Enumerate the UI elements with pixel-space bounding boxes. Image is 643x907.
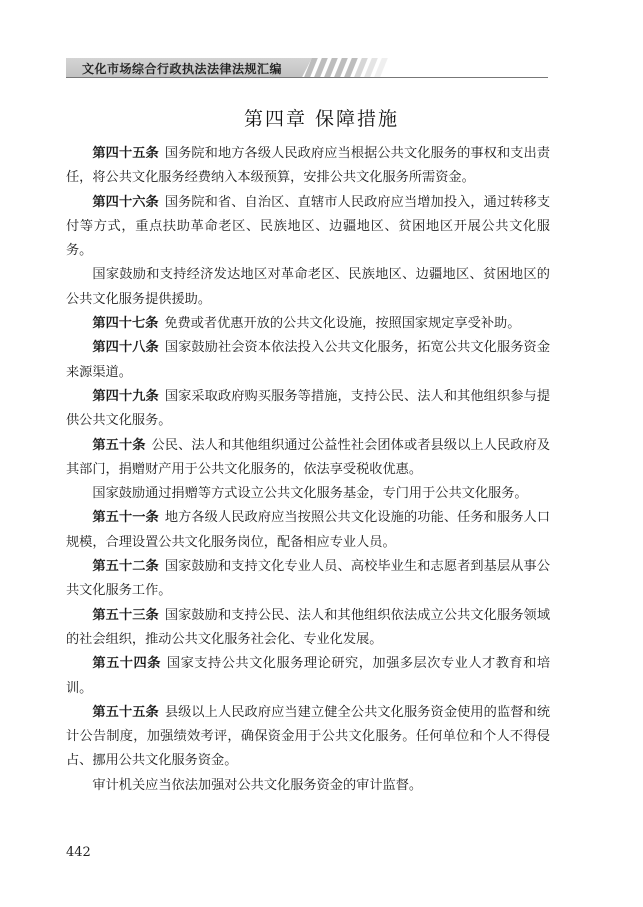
article-paragraph	[66, 701, 550, 774]
article-text: 国家鼓励社会资本依法投入公共文化服务，拓宽公共文化服务资金来源渠道。	[66, 340, 551, 380]
article-text: 国家鼓励通过捐赠等方式设立公共文化服务基金，专门用于公共文化服务。	[92, 486, 528, 502]
article-number: 第四十六条	[92, 194, 159, 210]
article-paragraph	[66, 142, 550, 191]
article-paragraph	[66, 555, 550, 604]
article-number: 第五十一条	[92, 510, 159, 526]
header-decoration	[306, 58, 396, 77]
article-paragraph	[66, 652, 550, 701]
article-number: 第四十五条	[92, 146, 159, 161]
article-paragraph	[66, 191, 550, 264]
article-number: 第五十二条	[92, 559, 159, 575]
article-paragraph	[66, 263, 550, 312]
article-text: 国家支持公共文化服务理论研究，加强多层次专业人才教育和培训。	[66, 656, 551, 696]
article-text: 国家鼓励和支持文化专业人员、高校毕业生和志愿者到基层从事公共文化服务工作。	[66, 559, 551, 599]
page-number: 442	[66, 845, 91, 860]
article-paragraph	[66, 482, 550, 506]
article-text: 地方各级人民政府应当按照公共文化设施的功能、任务和服务人口规模，合理设置公共文化服务岗位，配备相应专业人员。	[66, 510, 551, 550]
article-paragraph	[66, 336, 550, 385]
article-text: 国家鼓励和支持公民、法人和其他组织依法成立公共文化服务领域的社会组织，推动公共文化服务社会化、专业化发展。	[66, 607, 551, 647]
article-text: 公民、法人和其他组织通过公益性社会团体或者县级以上人民政府及其部门，捐赠财产用于公共文化服务的，依法享受税收优惠。	[66, 437, 551, 477]
article-number: 第五十三条	[92, 607, 159, 623]
article-number: 第四十八条	[92, 340, 159, 356]
article-text: 国家采取政府购买服务等措施，支持公民、法人和其他组织参与提供公共文化服务。	[66, 388, 551, 429]
article-number: 第五十条	[92, 437, 146, 453]
article-text: 国家鼓励和支持经济发达地区对革命老区、民族地区、边疆地区、贫困地区的公共文化服务提供援助。	[66, 267, 550, 307]
article-paragraph	[66, 774, 550, 798]
article-text: 国务院和省、自治区、直辖市人民政府应当增加投入，通过转移支付等方式，重点扶助革命老区、民族地区、边疆地区、贫困地区开展公共文化服务。	[66, 194, 551, 259]
article-paragraph	[66, 312, 550, 336]
article-paragraph	[66, 506, 550, 555]
article-text: 县级以上人民政府应当建立健全公共文化服务资金使用的监督和统计公告制度，加强绩效考评，确保资金用于公共文化服务。任何单位和个人不得侵占、挪用公共文化服务资金。	[66, 704, 551, 769]
book-title: 文化市场综合行政执法法律法规汇编	[82, 62, 283, 76]
article-number: 第五十四条	[92, 656, 161, 672]
article-text: 审计机关应当依法加强对公共文化服务资金的审计监督。	[92, 777, 423, 793]
chapter-title: 第四章 保障措施	[243, 108, 400, 130]
article-paragraph	[66, 434, 550, 483]
article-text: 国务院和地方各级人民政府应当根据公共文化服务的事权和支出责任，将公共文化服务经费纳入本级预算，安排公共文化服务所需资金。	[66, 146, 551, 186]
header-rule	[66, 77, 548, 78]
article-paragraph	[66, 604, 550, 653]
body-text	[66, 142, 550, 798]
article-number: 第五十五条	[92, 704, 159, 720]
article-paragraph	[66, 385, 550, 434]
article-number: 第四十九条	[92, 388, 159, 404]
article-text: 免费或者优惠开放的公共文化设施，按照国家规定享受补助。	[164, 316, 521, 332]
running-header	[66, 58, 548, 78]
article-number: 第四十七条	[92, 316, 159, 332]
